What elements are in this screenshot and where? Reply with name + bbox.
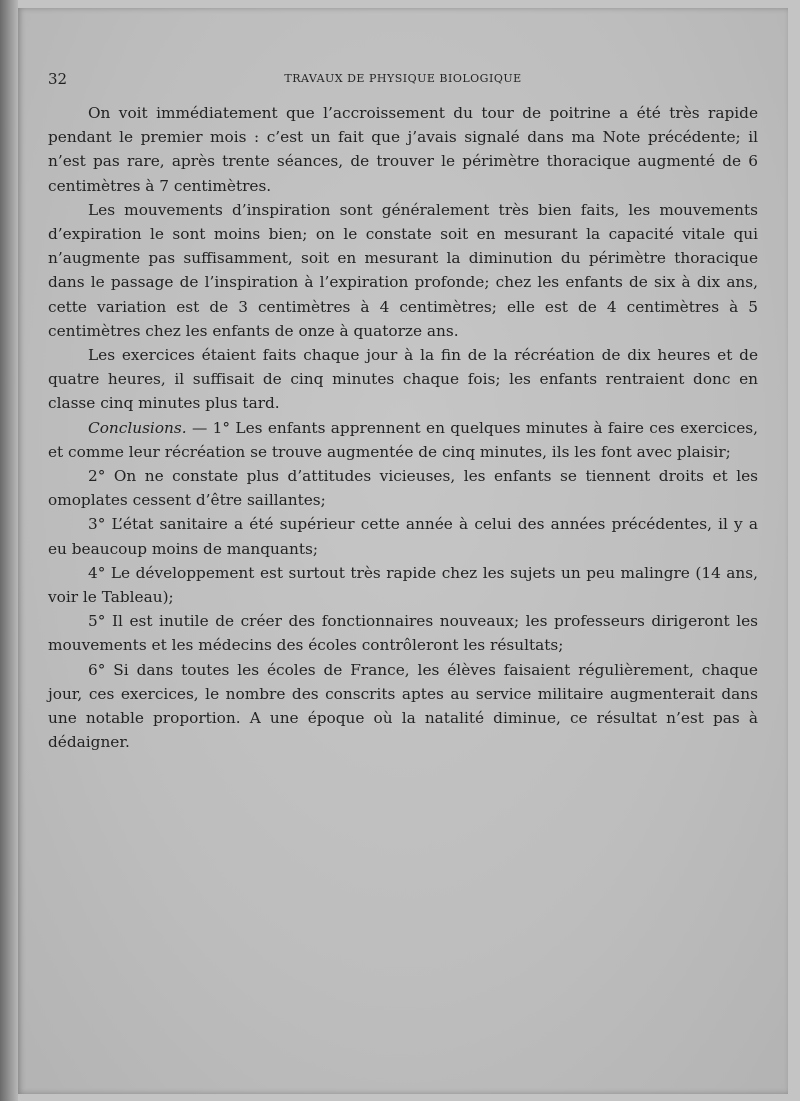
paragraph-breathing-movements: Les mouvements d’inspiration sont généralement très bien faits, les mouvements d’expiration le sont moins bien; on le constate soit en mesurant la capacité vitale qui n’augmente pas suffisamment, soit en mesurant la diminution du périmètre thoracique dans le passage de l’inspiration à l’expiration profonde; chez les enfants de six à dix ans, cette variation est de 3 centimètres à 4 centimètres; elle est de 4 centimètres à 5 centimètres chez les enfants de onze à quatorze ans. — [48, 200, 758, 340]
conclusion-item-3: 3° L’état sanitaire a été supérieur cette année à celui des années précédentes, il y a eu beaucoup moins de manquants; — [48, 515, 758, 558]
conclusion-item-1-text: — 1° Les enfants apprennent en quelques minutes à faire ces exercices, et comme leur récréation se trouve augmentée de cinq minutes, ils les font avec plaisir; — [48, 418, 758, 461]
page-header — [48, 70, 758, 92]
conclusion-item-6: 6° Si dans toutes les écoles de France, les élèves faisaient régulièrement, chaque jour, ces exercices, le nombre des conscrits aptes au service militaire augmenterait dans une notable proportion. A une époque où la natalité diminue, ce résultat n’est pas à dédaigner. — [48, 660, 758, 752]
body-text — [48, 101, 758, 754]
conclusions-label: Conclusions. — [88, 418, 187, 437]
conclusion-item-2: 2° On ne constate plus d’attitudes vicieuses, les enfants se tiennent droits et les omoplates cessent d’être saillantes; — [48, 467, 758, 510]
running-title: TRAVAUX DE PHYSIQUE BIOLOGIQUE — [284, 72, 522, 85]
conclusion-item-1 — [48, 416, 758, 464]
page-number: 32 — [48, 70, 68, 88]
paragraph-chest-growth: On voit immédiatement que l’accroissement du tour de poitrine a été très rapide pendant le premier mois : c’est un fait que j’avais signalé dans ma Note précédente; il n’est pas rare, après trente séances, de trouver le périmètre thoracique augmenté de 6 centimètres à 7 centimètres. — [48, 104, 758, 195]
book-binding-shadow — [0, 0, 18, 1101]
conclusion-item-5: 5° Il est inutile de créer des fonctionnaires nouveaux; les professeurs dirigeront les mouvements et les médecins des écoles contrôleront les résultats; — [48, 612, 758, 655]
conclusion-item-4: 4° Le développement est surtout très rapide chez les sujets un peu malingre (14 ans, voir le Tableau); — [48, 563, 758, 607]
paragraph-exercise-schedule: Les exercices étaient faits chaque jour à la fin de la récréation de dix heures et de quatre heures, il suffisait de cinq minutes chaque fois; les enfants rentraient donc en classe cinq minutes plus tard. — [48, 346, 758, 413]
